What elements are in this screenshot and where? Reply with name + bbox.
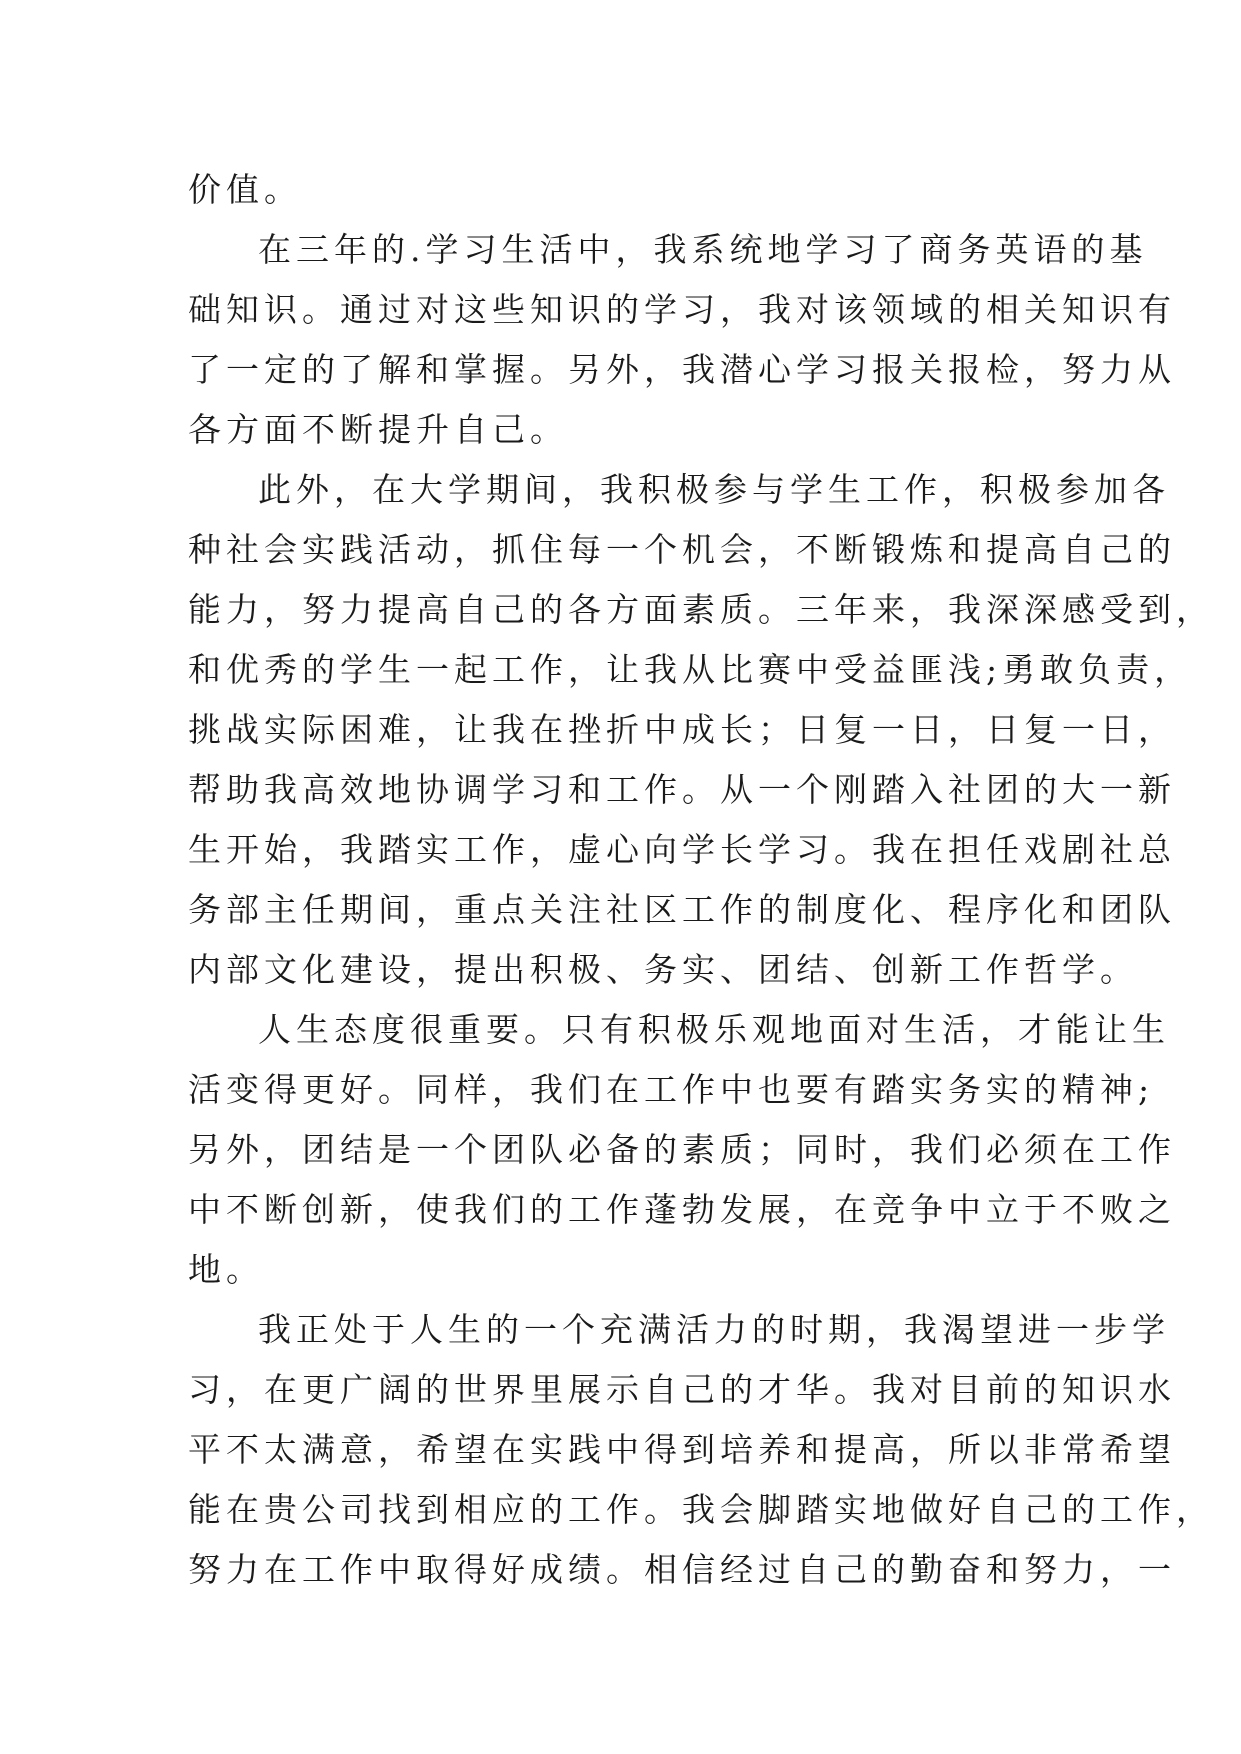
text-line: 务部主任期间，重点关注社区工作的制度化、程序化和团队 xyxy=(188,890,1176,929)
paragraph xyxy=(188,1300,1214,1600)
text-line: 在三年的.学习生活中，我系统地学习了商务英语的基 xyxy=(258,230,1148,269)
text-line: 种社会实践活动，抓住每一个机会，不断锻炼和提高自己的 xyxy=(188,530,1176,569)
text-line: 帮助我高效地协调学习和工作。从一个刚踏入社团的大一新 xyxy=(188,770,1176,809)
text-line: 能在贵公司找到相应的工作。我会脚踏实地做好自己的工作， xyxy=(188,1490,1214,1529)
text-line: 生开始，我踏实工作，虚心向学长学习。我在担任戏剧社总 xyxy=(188,830,1176,869)
text-line: 了一定的了解和掌握。另外，我潜心学习报关报检，努力从 xyxy=(188,350,1176,389)
text-line: 挑战实际困难，让我在挫折中成长；日复一日，日复一日， xyxy=(188,710,1176,749)
text-line: 活变得更好。同样，我们在工作中也要有踏实务实的精神; xyxy=(188,1070,1155,1109)
text-line: 地。 xyxy=(188,1250,264,1289)
text-line: 内部文化建设，提出积极、务实、团结、创新工作哲学。 xyxy=(188,950,1138,989)
text-line: 人生态度很重要。只有积极乐观地面对生活，才能让生 xyxy=(258,1010,1170,1049)
text-line: 习，在更广阔的世界里展示自己的才华。我对目前的知识水 xyxy=(188,1370,1176,1409)
text-line: 中不断创新，使我们的工作蓬勃发展，在竞争中立于不败之 xyxy=(188,1190,1176,1229)
text-line: 另外，团结是一个团队必备的素质；同时，我们必须在工作 xyxy=(188,1130,1176,1169)
text-line: 价值。 xyxy=(188,170,302,209)
paragraph xyxy=(188,160,1068,220)
text-line: 能力，努力提高自己的各方面素质。三年来，我深深感受到， xyxy=(188,590,1214,629)
paragraph xyxy=(188,460,1214,1000)
text-line: 努力在工作中取得好成绩。相信经过自己的勤奋和努力，一 xyxy=(188,1550,1176,1589)
paragraph xyxy=(188,220,1176,460)
document-body xyxy=(188,160,1214,1600)
text-line: 各方面不断提升自己。 xyxy=(188,410,568,449)
text-line: 此外，在大学期间，我积极参与学生工作，积极参加各 xyxy=(258,470,1170,509)
text-line: 平不太满意，希望在实践中得到培养和提高，所以非常希望 xyxy=(188,1430,1176,1469)
text-line: 我正处于人生的一个充满活力的时期，我渴望进一步学 xyxy=(258,1310,1170,1349)
paragraph xyxy=(188,1000,1176,1300)
text-line: 础知识。通过对这些知识的学习，我对该领域的相关知识有 xyxy=(188,290,1176,329)
text-line: 和优秀的学生一起工作，让我从比赛中受益匪浅;勇敢负责， xyxy=(188,650,1193,689)
